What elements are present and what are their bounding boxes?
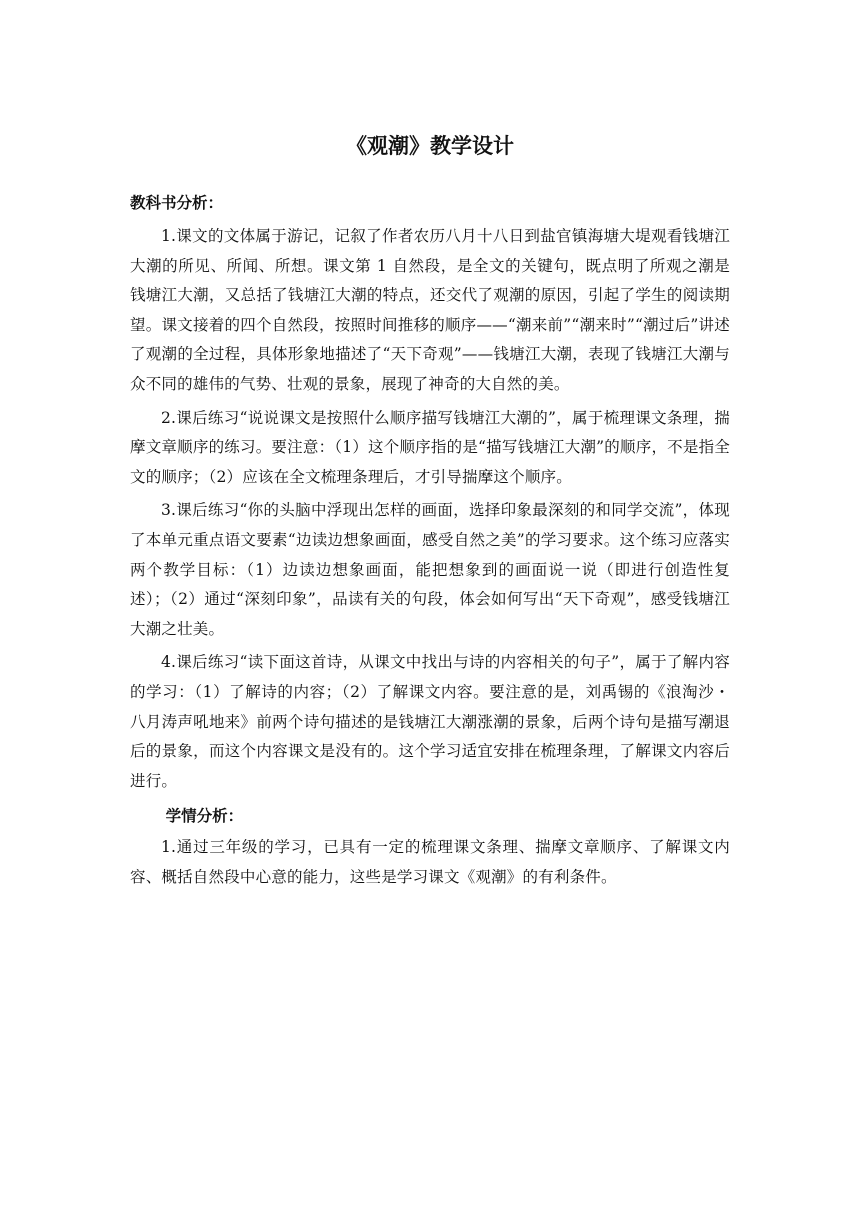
paragraph: 1.通过三年级的学习，已具有一定的梳理课文条理、揣摩文章顺序、了解课文内容、概括自然段中心意的能力，这些是学习课文《观潮》的有利条件。 <box>130 838 730 886</box>
section-heading-textbook-analysis: 教科书分析： <box>130 194 224 212</box>
section-heading-learner-analysis: 学情分析： <box>165 807 244 826</box>
paragraph: 3.课后练习“你的头脑中浮现出怎样的画面，选择印象最深刻的和同学交流”，体现了本单元重点语文要素“边读边想象画面，感受自然之美”的学习要求。这个练习应落实两个教学目标：（1）边读边想象画面，能把想象到的画面说一说（即进行创造性复述）；（2）通过“深刻印象”，品读有关的句段，体会如何写出“天下奇观”，感受钱塘江大潮之壮美。 <box>130 501 730 638</box>
paragraph: 4.课后练习“读下面这首诗，从课文中找出与诗的内容相关的句子”，属于了解内容的学习：（1）了解诗的内容；（2）了解课文内容。要注意的是，刘禹锡的《浪淘沙・八月涛声吼地来》前两个诗句描述的是钱塘江大潮涨潮的景象，后两个诗句是描写潮退后的景象，而这个内容课文是没有的。这个学习适宜安排在梳理条理，了解课文内容后进行。 <box>130 653 730 790</box>
document-title: 《观潮》教学设计 <box>346 134 514 158</box>
paragraph: 1.课文的文体属于游记，记叙了作者农历八月十八日到盐官镇海塘大堤观看钱塘江大潮的所见、所闻、所想。课文第 1 自然段，是全文的关键句，既点明了所观之潮是钱塘江大潮，又总括了钱塘江大潮的特点，还交代了观潮的原因，引起了学生的阅读期望。课文接着的四个自然段，按照时间推移的顺序——“潮来前”“潮来时”“潮过后”讲述了观潮的全过程，具体形象地描述了“天下奇观”——钱塘江大潮，表现了钱塘江大潮与众不同的雄伟的气势、壮观的景象，展现了神奇的大自然的美。 <box>130 227 730 393</box>
document-body <box>130 222 730 896</box>
paragraph: 2.课后练习“说说课文是按照什么顺序描写钱塘江大潮的”，属于梳理课文条理，揣摩文章顺序的练习。要注意：（1）这个顺序指的是“描写钱塘江大潮”的顺序，不是指全文的顺序；（2）应该在全文梳理条理后，才引导揣摩这个顺序。 <box>130 408 730 486</box>
